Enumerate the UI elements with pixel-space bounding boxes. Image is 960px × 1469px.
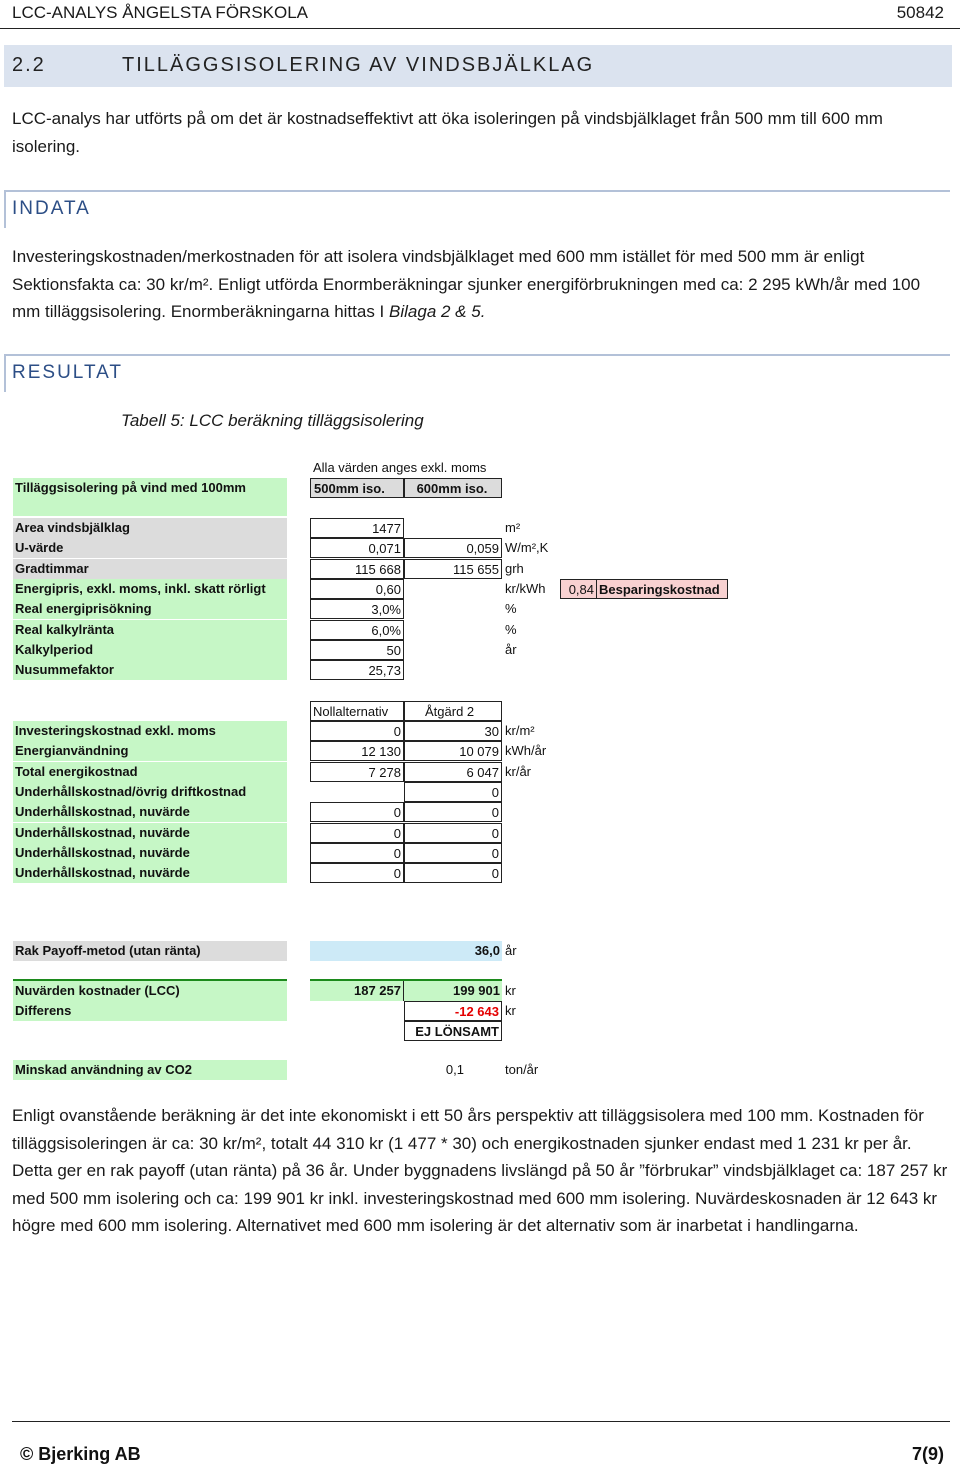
section-title: TILLÄGGSISOLERING AV VINDSBJÄLKLAG <box>122 54 595 76</box>
lcc-label: Nuvärden kostnader (LCC) <box>13 981 287 1001</box>
row-label: Real energiprisökning <box>13 599 287 619</box>
footer-copyright: © Bjerking AB <box>20 1444 141 1464</box>
table-caption: Tabell 5: LCC beräkning tilläggsisolering <box>121 411 424 430</box>
lcc-value-600mm: 199 901 <box>404 981 502 1001</box>
table-main-label <box>13 478 287 516</box>
saving-value: 0,84 <box>560 579 597 599</box>
row-label: Total energikostnad <box>13 762 287 782</box>
row-unit: år <box>505 641 517 657</box>
row-unit: m² <box>505 520 521 535</box>
section-number: 2.2 <box>12 54 46 76</box>
row-value-1: 0 <box>310 823 404 843</box>
section-heading <box>12 54 594 77</box>
row-value-1: 50 <box>310 640 404 660</box>
resultat-heading: RESULTAT <box>12 362 124 383</box>
footer-page-number: 7(9) <box>911 1444 944 1464</box>
indata-heading: INDATA <box>12 198 91 219</box>
header-divider <box>0 28 960 29</box>
row-value-2: 115 655 <box>404 559 502 579</box>
row-label: Nusummefaktor <box>13 660 287 680</box>
row-value-2: 0 <box>404 782 502 802</box>
payoff-unit: år <box>505 943 517 958</box>
row-value-1: 6,0% <box>310 620 404 640</box>
difference-unit: kr <box>505 1003 516 1018</box>
row-value-1: 1477 <box>310 518 404 538</box>
co2-unit: ton/år <box>505 1062 539 1077</box>
row-unit: % <box>505 621 517 637</box>
row-unit: % <box>505 601 517 617</box>
row-value-1: 12 130 <box>310 741 404 761</box>
row-value-1: 7 278 <box>310 762 404 782</box>
row-value-1: 115 668 <box>310 559 404 579</box>
intro-paragraph: LCC-analys har utförts på om det är kostnadseffektivt att öka isoleringen på vindsbjälklaget från 500 mm till 600 mm isolering. <box>12 109 883 156</box>
resultat-heading-box <box>4 354 950 392</box>
table-note: Alla värden anges exkl. moms <box>313 460 487 475</box>
row-value-2: 0 <box>404 802 502 822</box>
row-value-1: 25,73 <box>310 660 404 680</box>
row-label: Underhållskostnad, nuvärde <box>13 843 287 863</box>
row-label: Energianvändning <box>13 741 287 761</box>
row-unit: W/m²,K <box>505 540 549 556</box>
row-value-2: 6 047 <box>404 762 502 782</box>
indata-heading-box <box>4 190 950 228</box>
col-header-zero-alternative: Nollalternativ <box>310 701 404 721</box>
indata-text: Investeringskostnaden/merkostnaden för att isolera vindsbjälklaget med 600 mm istället för med 500 mm är enligt Sektionsfakta ca: 30 kr/m². Enligt utförda Enormberäkningar sjunker energiförbrukningen med ca: 2 295 kWh/år med 100 mm tilläggsisolering. Enormberäkningarna hittas I <box>12 247 921 321</box>
row-unit: grh <box>505 560 524 576</box>
row-label: Underhållskostnad, nuvärde <box>13 823 287 843</box>
document-header-title: LCC-ANALYS ÅNGELSTA FÖRSKOLA <box>12 3 309 22</box>
lcc-unit: kr <box>505 983 516 998</box>
row-value-1: 0,071 <box>310 538 404 558</box>
row-value-1: 0,60 <box>310 579 404 599</box>
row-label: Area vindsbjälklag <box>13 518 287 538</box>
row-label: Real kalkylränta <box>13 620 287 640</box>
saving-label: Besparingskostnad <box>596 579 728 599</box>
indata-appendix-ref: Bilaga 2 & 5. <box>389 302 486 321</box>
row-value-2: 0 <box>404 843 502 863</box>
verdict-badge: EJ LÖNSAMT <box>404 1021 502 1041</box>
difference-label: Differens <box>13 1001 287 1021</box>
row-value-2: 10 079 <box>404 741 502 761</box>
footer-divider <box>12 1421 950 1422</box>
row-label: Energipris, exkl. moms, inkl. skatt rörligt <box>13 579 287 599</box>
row-value-1: 0 <box>310 863 404 883</box>
co2-value: 0,1 <box>445 1062 464 1077</box>
row-value-1: 3,0% <box>310 599 404 619</box>
row-label: Underhållskostnad/övrig driftkostnad <box>13 782 287 802</box>
row-value-2: 0 <box>404 863 502 883</box>
row-label: Kalkylperiod <box>13 640 287 660</box>
table-main-label-text: Tilläggsisolering på vind med 100mm <box>15 480 246 495</box>
col-header-500mm: 500mm iso. <box>310 478 404 498</box>
difference-value: -12 643 <box>404 1001 502 1021</box>
payoff-label: Rak Payoff-metod (utan ränta) <box>13 941 287 961</box>
row-unit: kr/m² <box>505 723 535 738</box>
col-header-measure: Åtgärd 2 <box>404 701 502 721</box>
row-label: Underhållskostnad, nuvärde <box>13 863 287 883</box>
row-unit: kr/kWh <box>505 580 546 596</box>
row-value-1: 0 <box>310 721 404 741</box>
row-unit: kWh/år <box>505 743 547 759</box>
indata-paragraph <box>12 243 952 326</box>
conclusion-paragraph: Enligt ovanstående beräkning är det inte ekonomiskt i ett 50 års perspektiv att tilläggsisolera med 100 mm. Kostnaden för tilläggsisoleringen är ca: 30 kr/m², totalt 44 310 kr (1 477 * 30) och energikostnaden sjunker endast med 1 231 kr per år. Detta ger en rak payoff (utan ränta) på 36 år. Under byggnadens livslängd på 50 år ”förbrukar” vindsbjälklaget ca: 187 257 kr med 500 mm isolering och ca: 199 901 kr inkl. investeringskostnad med 600 mm isolering. Nuvärdeskosnaden är 12 643 kr högre med 600 mm isolering. Alternativet med 600 mm isolering är det alternativ som är inarbetat i handlingarna. <box>12 1106 948 1235</box>
co2-label: Minskad användning av CO2 <box>13 1060 287 1080</box>
row-value-1: 0 <box>310 802 404 822</box>
row-value-2: 0,059 <box>404 538 502 558</box>
row-value-2: 0 <box>404 823 502 843</box>
payoff-value: 36,0 <box>310 941 502 961</box>
row-label: U-värde <box>13 538 287 558</box>
document-number: 50842 <box>896 3 944 22</box>
row-label: Investeringskostnad exkl. moms <box>13 721 287 741</box>
row-value-1: 0 <box>310 843 404 863</box>
row-value-2: 30 <box>404 721 502 741</box>
col-header-600mm: 600mm iso. <box>404 478 502 498</box>
row-label: Underhållskostnad, nuvärde <box>13 802 287 822</box>
row-unit: kr/år <box>505 763 531 779</box>
lcc-value-500mm: 187 257 <box>310 981 404 1001</box>
row-label: Gradtimmar <box>13 559 287 579</box>
